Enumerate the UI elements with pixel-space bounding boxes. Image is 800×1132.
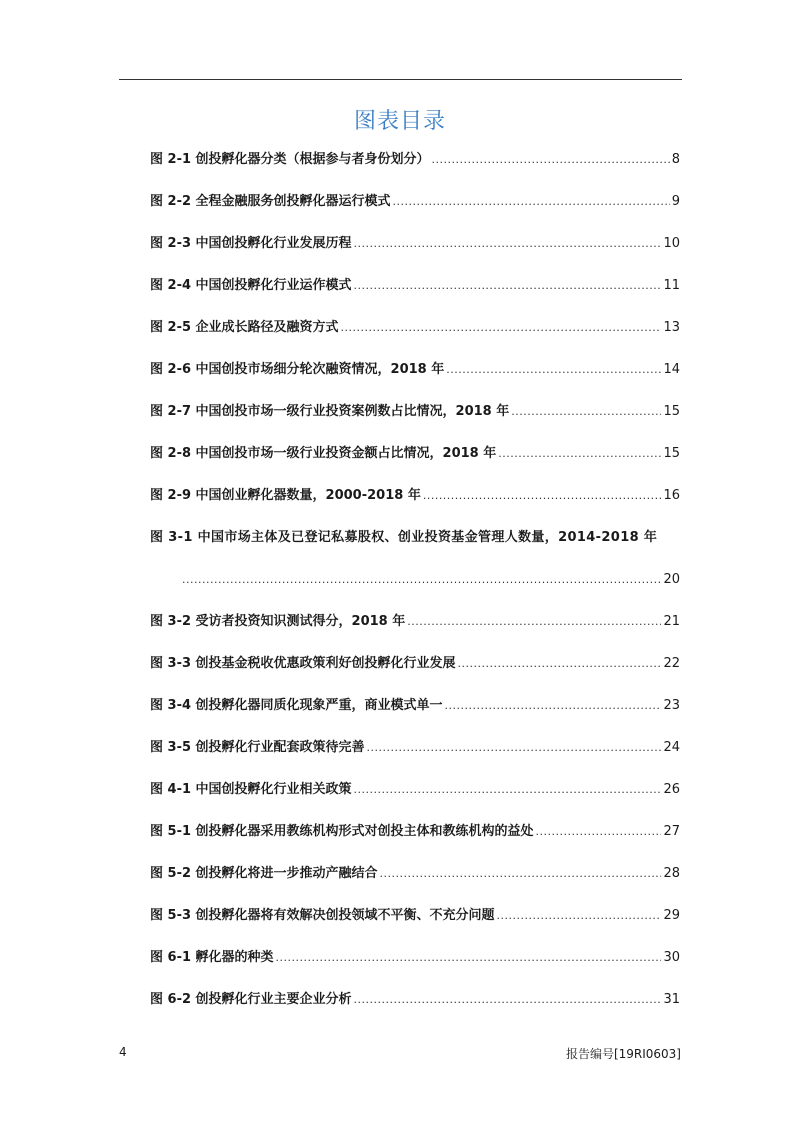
toc-entry[interactable] bbox=[150, 276, 680, 296]
toc-entry-label: 图 3-3 创投基金税收优惠政策利好创投孵化行业发展 bbox=[150, 656, 456, 671]
toc-entry-page: 24 bbox=[663, 740, 680, 755]
toc-entry[interactable] bbox=[150, 780, 680, 800]
toc-entry-page: 21 bbox=[663, 614, 680, 629]
page-title: 图表目录 bbox=[353, 109, 446, 134]
toc-entry[interactable] bbox=[150, 654, 680, 674]
toc-entry-continuation bbox=[180, 570, 680, 590]
toc-entry-page: 16 bbox=[663, 488, 680, 503]
toc-entry-page: 22 bbox=[663, 656, 680, 671]
dot-leader bbox=[354, 276, 662, 296]
toc-entry[interactable] bbox=[150, 192, 680, 212]
toc-entry-label: 图 6-2 创投孵化行业主要企业分析 bbox=[150, 992, 352, 1007]
toc-entry-label: 图 2-1 创投孵化器分类（根据参与者身份划分） bbox=[150, 152, 430, 167]
dot-leader bbox=[423, 486, 662, 506]
toc-entry-page: 9 bbox=[671, 194, 680, 209]
toc-entry-page: 14 bbox=[663, 362, 680, 377]
toc-entry[interactable] bbox=[150, 738, 680, 758]
toc-entry[interactable] bbox=[150, 318, 680, 338]
toc-entry-label: 图 3-2 受访者投资知识测试得分，2018 年 bbox=[150, 614, 406, 629]
dot-leader bbox=[354, 234, 662, 254]
toc-entry[interactable] bbox=[150, 444, 680, 464]
toc-entry-page: 27 bbox=[663, 824, 680, 839]
dot-leader bbox=[511, 402, 661, 422]
toc-entry[interactable] bbox=[150, 486, 680, 506]
toc-entry-page: 23 bbox=[663, 698, 680, 713]
toc-entry-label: 图 2-6 中国创投市场细分轮次融资情况，2018 年 bbox=[150, 362, 445, 377]
dot-leader bbox=[276, 948, 662, 968]
dot-leader bbox=[445, 696, 662, 716]
toc-entry-page: 20 bbox=[663, 572, 680, 587]
dot-leader bbox=[536, 822, 662, 842]
toc-entry[interactable] bbox=[150, 948, 680, 968]
footer-report-code: 报告编号[19RI0603] bbox=[565, 1047, 681, 1061]
toc-entry-page: 31 bbox=[663, 992, 680, 1007]
dot-leader bbox=[380, 864, 662, 884]
dot-leader bbox=[432, 150, 670, 170]
toc-entry[interactable] bbox=[150, 990, 680, 1010]
toc-entry[interactable] bbox=[150, 696, 680, 716]
toc-entry-label: 图 5-1 创投孵化器采用教练机构形式对创投主体和教练机构的益处 bbox=[150, 824, 534, 839]
toc-entry-label: 图 3-1 中国市场主体及已登记私募股权、创业投资基金管理人数量，2014-2018 年 bbox=[150, 530, 658, 545]
toc-entry-wrapped[interactable] bbox=[150, 528, 680, 590]
toc-entry[interactable] bbox=[150, 612, 680, 632]
dot-leader bbox=[407, 612, 661, 632]
toc-entry-page: 28 bbox=[663, 866, 680, 881]
dot-leader bbox=[497, 906, 662, 926]
toc-entry-page: 13 bbox=[663, 320, 680, 335]
dot-leader bbox=[446, 360, 661, 380]
toc-entry-page: 10 bbox=[663, 236, 680, 251]
toc-entry-page: 30 bbox=[663, 950, 680, 965]
footer-page-number: 4 bbox=[119, 1045, 127, 1059]
toc-entry-page: 29 bbox=[663, 908, 680, 923]
toc-entry[interactable] bbox=[150, 360, 680, 380]
dot-leader bbox=[458, 654, 662, 674]
toc-entry-page: 15 bbox=[663, 404, 680, 419]
toc-entry-label: 图 2-5 企业成长路径及融资方式 bbox=[150, 320, 339, 335]
dot-leader bbox=[341, 318, 662, 338]
toc-entry-page: 26 bbox=[663, 782, 680, 797]
toc-entry-label: 图 5-2 创投孵化将进一步推动产融结合 bbox=[150, 866, 378, 881]
toc-entry[interactable] bbox=[150, 234, 680, 254]
toc-entry-label: 图 6-1 孵化器的种类 bbox=[150, 950, 274, 965]
toc-entry-label: 图 2-2 全程金融服务创投孵化器运行模式 bbox=[150, 194, 391, 209]
dot-leader bbox=[354, 990, 662, 1010]
toc-entry-page: 15 bbox=[663, 446, 680, 461]
toc-entry-label: 图 3-4 创投孵化器同质化现象严重，商业模式单一 bbox=[150, 698, 443, 713]
toc-entry[interactable] bbox=[150, 822, 680, 842]
dot-leader bbox=[182, 570, 661, 590]
toc-entry-page: 11 bbox=[663, 278, 680, 293]
toc-entry-label: 图 2-4 中国创投孵化行业运作模式 bbox=[150, 278, 352, 293]
toc-entry-label: 图 5-3 创投孵化器将有效解决创投领域不平衡、不充分问题 bbox=[150, 908, 495, 923]
toc-entry-label: 图 2-8 中国创投市场一级行业投资金额占比情况，2018 年 bbox=[150, 446, 497, 461]
dot-leader bbox=[393, 192, 670, 212]
dot-leader bbox=[498, 444, 661, 464]
toc-entry[interactable] bbox=[150, 150, 680, 170]
header-rule bbox=[119, 79, 682, 80]
toc-entry[interactable] bbox=[150, 864, 680, 884]
toc-entry[interactable] bbox=[150, 906, 680, 926]
dot-leader bbox=[367, 738, 662, 758]
toc-entry-label: 图 2-7 中国创投市场一级行业投资案例数占比情况，2018 年 bbox=[150, 404, 510, 419]
dot-leader bbox=[354, 780, 662, 800]
toc-entry-label: 图 3-5 创投孵化行业配套政策待完善 bbox=[150, 740, 365, 755]
toc-entry-label: 图 2-9 中国创业孵化器数量，2000-2018 年 bbox=[150, 488, 421, 503]
toc-entry[interactable] bbox=[150, 402, 680, 422]
toc-entry-page: 8 bbox=[671, 152, 680, 167]
toc-entry-label: 图 4-1 中国创投孵化行业相关政策 bbox=[150, 782, 352, 797]
toc-entry-label: 图 2-3 中国创投孵化行业发展历程 bbox=[150, 236, 352, 251]
